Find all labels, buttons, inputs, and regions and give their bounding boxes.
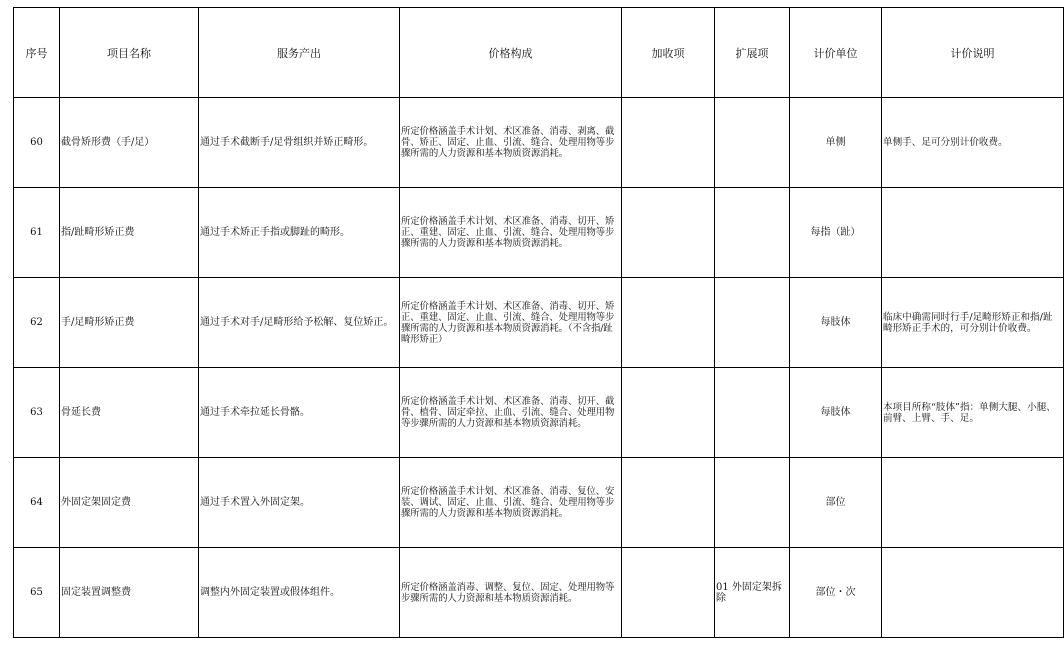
cell-unit: 每肢体 [790,278,882,368]
col-header-output: 服务产出 [199,8,400,98]
cell-name: 截骨矫形费（手/足） [60,98,199,188]
cell-composition: 所定价格涵盖手术计划、术区准备、消毒、切开、截骨、植骨、固定牵拉、止血、引流、缝合、处理用物等步骤所需的人力资源和基本物质资源消耗。 [400,368,622,458]
col-header-composition: 价格构成 [400,8,622,98]
cell-extension [715,458,790,548]
cell-composition: 所定价格涵盖手术计划、术区准备、消毒、剥离、截骨、矫正、固定、止血、引流、缝合、处理用物等步骤所需的人力资源和基本物质资源消耗。 [400,98,622,188]
cell-output: 通过手术矫正手指或脚趾的畸形。 [199,188,400,278]
cell-output: 调整内外固定装置或假体组件。 [199,548,400,638]
cell-note: 临床中确需同时行手/足畸形矫正和指/趾畸形矫正手术的，可分别计价收费。 [882,278,1064,368]
table-row [14,368,1064,458]
table-row [14,278,1064,368]
cell-no: 61 [14,188,60,278]
col-header-extension: 扩展项 [715,8,790,98]
cell-note [882,458,1064,548]
cell-composition: 所定价格涵盖手术计划、术区准备、消毒、切开、矫正、重建、固定、止血、引流、缝合、处理用物等步骤所需的人力资源和基本物质资源消耗。（不含指/趾畸形矫正） [400,278,622,368]
cell-extension [715,368,790,458]
col-header-name: 项目名称 [60,8,199,98]
cell-unit: 每肢体 [790,368,882,458]
cell-output: 通过手术对手/足畸形给予松解、复位矫正。 [199,278,400,368]
cell-unit: 部位 [790,458,882,548]
cell-composition: 所定价格涵盖消毒、调整、复位、固定、处理用物等步骤所需的人力资源和基本物质资源消耗。 [400,548,622,638]
cell-extra-charge [622,368,715,458]
pricing-table [13,7,1064,638]
col-header-extra-charge: 加收项 [622,8,715,98]
cell-note [882,548,1064,638]
cell-composition: 所定价格涵盖手术计划、术区准备、消毒、复位、安装、调试、固定、止血、引流、缝合、处理用物等步骤所需的人力资源和基本物质资源消耗。 [400,458,622,548]
col-header-no: 序号 [14,8,60,98]
col-header-unit: 计价单位 [790,8,882,98]
cell-extension [715,278,790,368]
cell-extension [715,188,790,278]
cell-note [882,188,1064,278]
cell-no: 64 [14,458,60,548]
cell-name: 手/足畸形矫正费 [60,278,199,368]
cell-extra-charge [622,188,715,278]
cell-name: 外固定架固定费 [60,458,199,548]
cell-extension [715,98,790,188]
cell-extra-charge [622,548,715,638]
cell-no: 63 [14,368,60,458]
cell-extra-charge [622,98,715,188]
cell-note: 本项目所称“肢体”指：单侧大腿、小腿、前臂、上臂、手、足。 [882,368,1064,458]
cell-unit: 部位・次 [790,548,882,638]
cell-name: 骨延长费 [60,368,199,458]
header-row [14,8,1064,98]
cell-extra-charge [622,458,715,548]
cell-note: 单侧手、足可分别计价收费。 [882,98,1064,188]
cell-name: 指/趾畸形矫正费 [60,188,199,278]
table-row [14,548,1064,638]
cell-unit: 每指（趾） [790,188,882,278]
cell-composition: 所定价格涵盖手术计划、术区准备、消毒、切开、矫正、重建、固定、止血、引流、缝合、处理用物等步骤所需的人力资源和基本物质资源消耗。 [400,188,622,278]
cell-name: 固定装置调整费 [60,548,199,638]
cell-extra-charge [622,278,715,368]
col-header-note: 计价说明 [882,8,1064,98]
cell-no: 62 [14,278,60,368]
cell-output: 通过手术截断手/足骨组织并矫正畸形。 [199,98,400,188]
cell-no: 65 [14,548,60,638]
table-row [14,98,1064,188]
cell-unit: 单侧 [790,98,882,188]
table-row [14,458,1064,548]
table-row [14,188,1064,278]
cell-no: 60 [14,98,60,188]
cell-output: 通过手术置入外固定架。 [199,458,400,548]
cell-extension: 01 外固定架拆除 [715,548,790,638]
cell-output: 通过手术牵拉延长骨骼。 [199,368,400,458]
